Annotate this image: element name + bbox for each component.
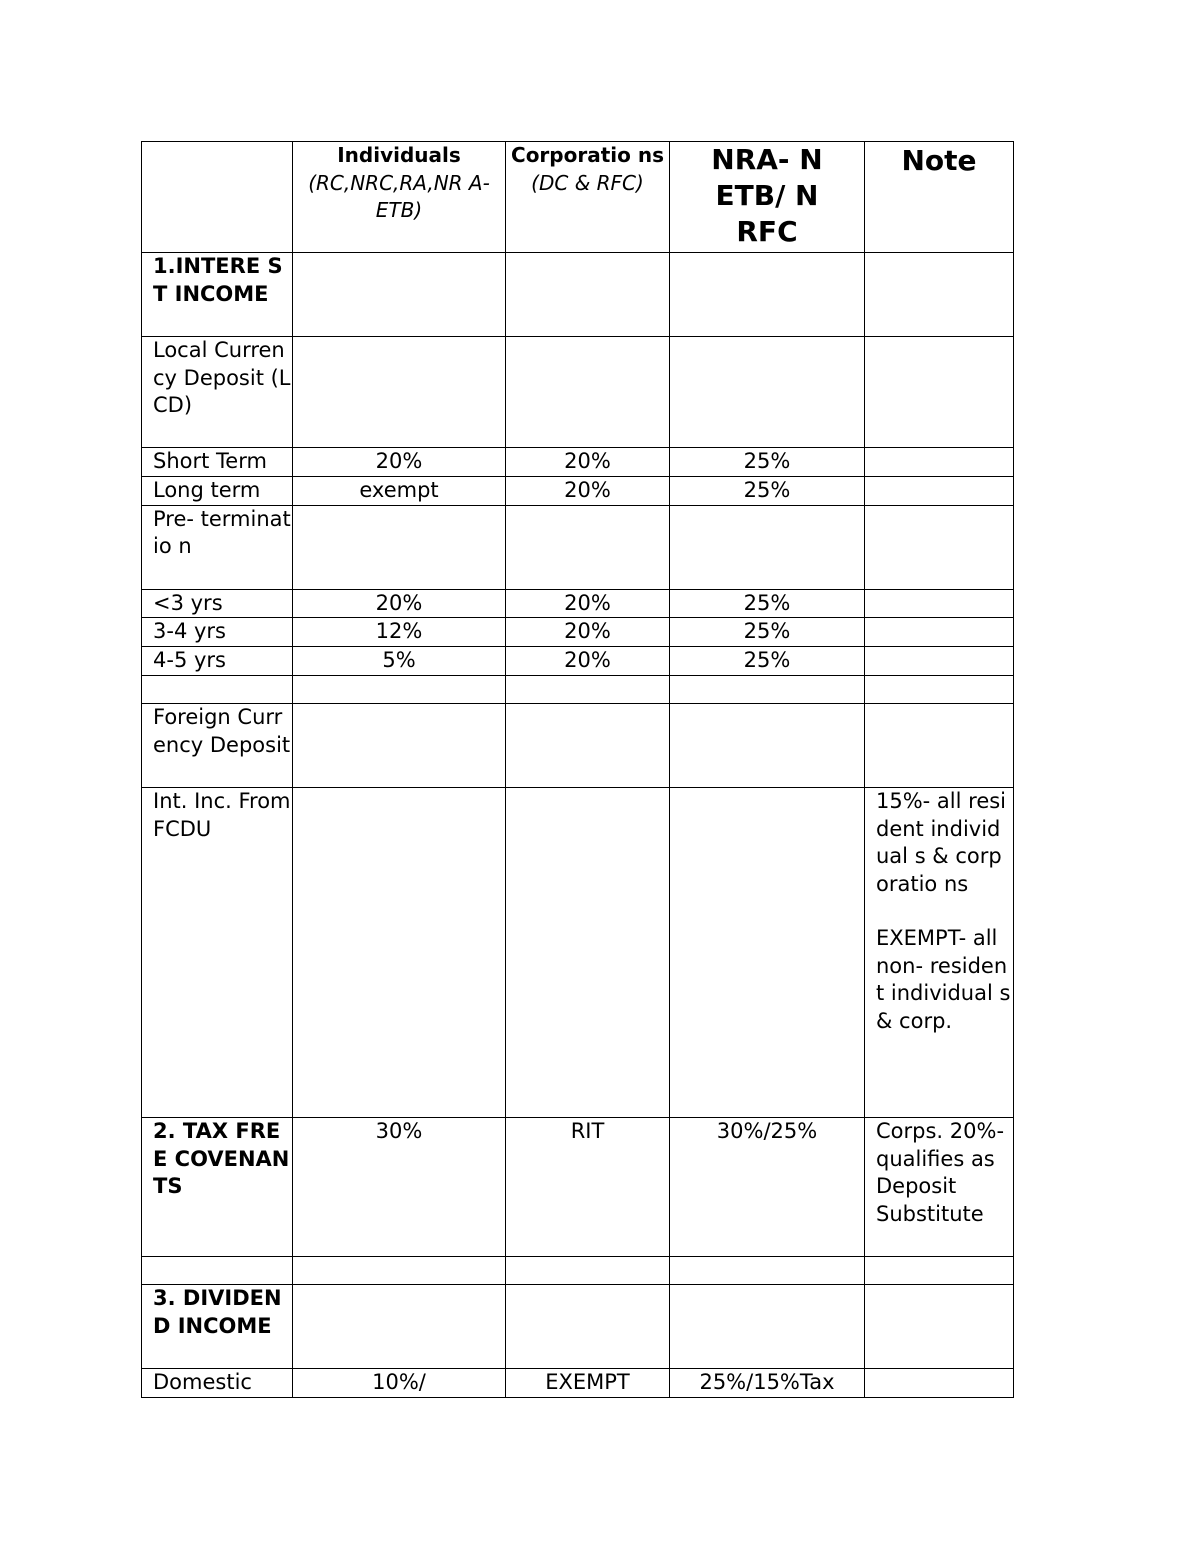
- domestic-individuals: 10%/: [293, 1369, 506, 1398]
- y45-nra: 25%: [670, 647, 865, 676]
- empty-cell: [865, 253, 1014, 337]
- tax-free-nra: 30%/25%: [670, 1118, 865, 1257]
- short-term-individuals: 20%: [293, 448, 506, 477]
- empty-cell: [670, 1285, 865, 1369]
- empty-cell: [293, 337, 506, 448]
- long-term-individuals: exempt: [293, 476, 506, 505]
- header-note: [865, 142, 1014, 253]
- y45-individuals: 5%: [293, 647, 506, 676]
- empty-cell: [670, 337, 865, 448]
- empty-cell: [865, 647, 1014, 676]
- empty-cell: [506, 337, 670, 448]
- empty-cell: [506, 704, 670, 788]
- table-row: [142, 476, 1014, 505]
- table-row-empty: [142, 1257, 1014, 1285]
- fcdu-note-resident: 15%- all resident individual s & corporatio ns: [876, 789, 1007, 896]
- lt3-corporations: 20%: [506, 589, 670, 618]
- header-individuals: [293, 142, 506, 253]
- empty-cell: [670, 676, 865, 704]
- empty-cell: [670, 704, 865, 788]
- corporations-subtitle: (DC & RFC): [531, 170, 644, 195]
- long-term-corporations: 20%: [506, 476, 670, 505]
- empty-cell: [506, 505, 670, 589]
- table-row: [142, 448, 1014, 477]
- section-dividend-income: 3. DIVIDEND INCOME: [142, 1285, 293, 1369]
- empty-cell: [670, 1257, 865, 1285]
- lt3-nra: 25%: [670, 589, 865, 618]
- empty-cell: [293, 704, 506, 788]
- note-title: Note: [901, 144, 977, 177]
- tax-rates-table: [141, 141, 1014, 1398]
- table-row: [142, 337, 1014, 448]
- empty-cell: [865, 1369, 1014, 1398]
- pretermination-label: Pre- terminatio n: [142, 505, 293, 589]
- table-row: [142, 704, 1014, 788]
- empty-cell: [865, 1257, 1014, 1285]
- y34-individuals: 12%: [293, 618, 506, 647]
- empty-cell: [506, 1285, 670, 1369]
- y45-corporations: 20%: [506, 647, 670, 676]
- domestic-label: Domestic: [142, 1369, 293, 1398]
- table-row: [142, 589, 1014, 618]
- fcdu-note-nonresident: EXEMPT- all non- resident individual s & corp.: [876, 926, 1011, 1033]
- empty-cell: [293, 253, 506, 337]
- lcd-label: Local Currency Deposit (LCD): [142, 337, 293, 448]
- table-row: [142, 788, 1014, 1118]
- table-row: [142, 253, 1014, 337]
- table-row-empty: [142, 676, 1014, 704]
- y34-nra: 25%: [670, 618, 865, 647]
- empty-cell: [293, 1285, 506, 1369]
- tax-free-corporations: RIT: [506, 1118, 670, 1257]
- header-nra: [670, 142, 865, 253]
- empty-cell: [670, 253, 865, 337]
- empty-cell: [670, 505, 865, 589]
- empty-cell: [670, 788, 865, 1118]
- table-row: [142, 618, 1014, 647]
- header-empty-cell: [142, 142, 293, 253]
- domestic-corporations: EXEMPT: [506, 1369, 670, 1398]
- empty-cell: [865, 676, 1014, 704]
- short-term-nra: 25%: [670, 448, 865, 477]
- empty-cell: [293, 505, 506, 589]
- nra-title: NRA- NETB/ NRFC: [711, 143, 823, 248]
- table-row: [142, 647, 1014, 676]
- table-row: [142, 1369, 1014, 1398]
- y34-corporations: 20%: [506, 618, 670, 647]
- spacer: [876, 898, 1013, 925]
- empty-cell: [142, 676, 293, 704]
- empty-cell: [293, 1257, 506, 1285]
- empty-cell: [506, 788, 670, 1118]
- fcdu-label: Int. Inc. From FCDU: [142, 788, 293, 1118]
- lt3-individuals: 20%: [293, 589, 506, 618]
- long-term-nra: 25%: [670, 476, 865, 505]
- individuals-subtitle: (RC,NRC,RA,NR A-ETB): [308, 170, 490, 222]
- table-row: [142, 1285, 1014, 1369]
- long-term-label: Long term: [142, 476, 293, 505]
- individuals-title: Individuals: [337, 143, 461, 167]
- table-row: [142, 1118, 1014, 1257]
- header-corporations: [506, 142, 670, 253]
- empty-cell: [865, 448, 1014, 477]
- empty-cell: [142, 1257, 293, 1285]
- empty-cell: [865, 704, 1014, 788]
- section-interest-income: 1.INTERE ST INCOME: [142, 253, 293, 337]
- empty-cell: [506, 253, 670, 337]
- y45-label: 4-5 yrs: [142, 647, 293, 676]
- empty-cell: [865, 589, 1014, 618]
- empty-cell: [865, 337, 1014, 448]
- tax-free-individuals: 30%: [293, 1118, 506, 1257]
- header-row: [142, 142, 1014, 253]
- domestic-nra: 25%/15%Tax: [670, 1369, 865, 1398]
- lt3-label: <3 yrs: [142, 589, 293, 618]
- empty-cell: [293, 676, 506, 704]
- short-term-corporations: 20%: [506, 448, 670, 477]
- empty-cell: [865, 476, 1014, 505]
- short-term-label: Short Term: [142, 448, 293, 477]
- table-row: [142, 505, 1014, 589]
- empty-cell: [865, 618, 1014, 647]
- fcdu-note: [865, 788, 1014, 1118]
- fcd-label: Foreign Currency Deposit: [142, 704, 293, 788]
- section-tax-free-covenants: 2. TAX FREE COVENAN TS: [142, 1118, 293, 1257]
- empty-cell: [506, 1257, 670, 1285]
- y34-label: 3-4 yrs: [142, 618, 293, 647]
- corporations-title: Corporatio ns: [511, 143, 664, 167]
- empty-cell: [865, 1285, 1014, 1369]
- tax-free-note: Corps. 20%- qualifies as Deposit Substitute: [865, 1118, 1014, 1257]
- empty-cell: [293, 788, 506, 1118]
- empty-cell: [865, 505, 1014, 589]
- empty-cell: [506, 676, 670, 704]
